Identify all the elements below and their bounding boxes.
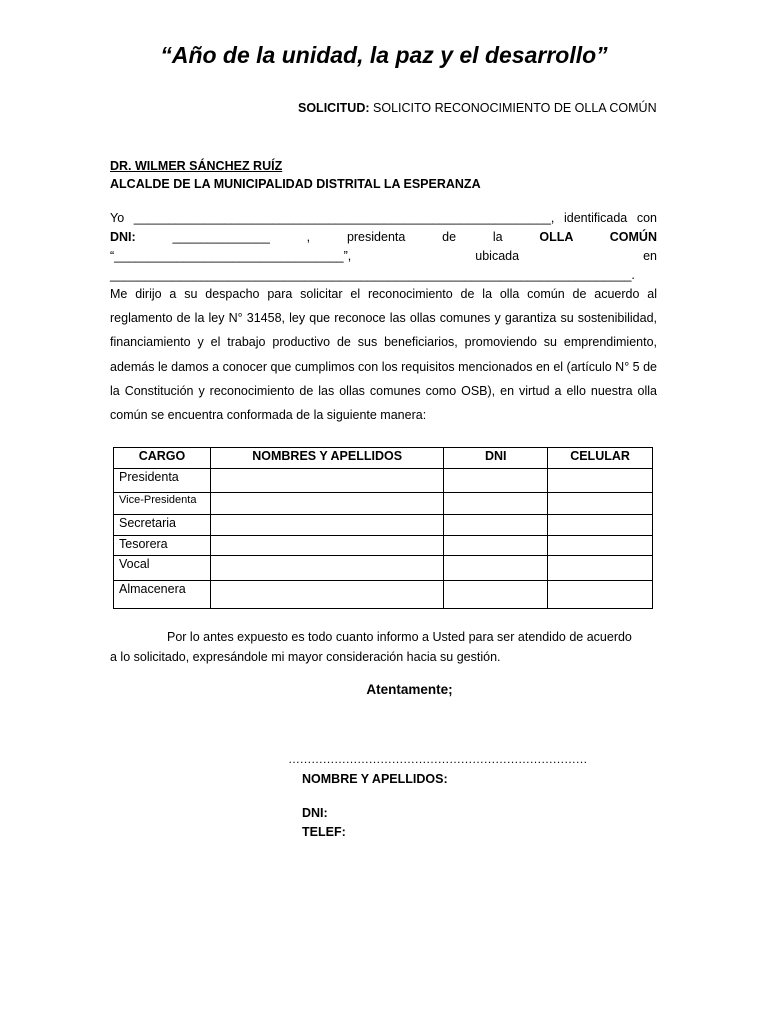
address-blank: ___________________________________________________________________________. xyxy=(110,268,635,282)
dni-cell xyxy=(444,469,548,493)
org-label: OLLA COMÚN xyxy=(539,230,657,244)
role-cell: Presidenta xyxy=(114,469,211,493)
signature-name-label: NOMBRE Y APELLIDOS: xyxy=(302,772,448,786)
closing-line-2: a lo solicitado, expresándole mi mayor consideración hacia su gestión. xyxy=(110,650,501,664)
dni-blank: ______________ xyxy=(172,230,270,244)
identified-text: , identificada con xyxy=(550,211,657,225)
closing-paragraph xyxy=(110,627,657,667)
header-nombres: NOMBRES Y APELLIDOS xyxy=(210,448,443,469)
name-cell xyxy=(210,469,443,493)
name-cell xyxy=(210,493,443,515)
header-cargo: CARGO xyxy=(114,448,211,469)
table-row xyxy=(114,556,653,581)
applicant-paragraph xyxy=(110,209,657,285)
phone-cell xyxy=(548,493,653,515)
name-cell xyxy=(210,581,443,609)
president-of-text: , presidenta de la xyxy=(269,230,540,244)
table-row xyxy=(114,469,653,493)
role-cell: Tesorera xyxy=(114,536,211,556)
request-paragraph: Me dirijo a su despacho para solicitar el reconocimiento de la olla común de acuerdo al reglamento de la ley N° 31458, ley que reconoce las ollas comunes y garantiza su sostenibilidad, financiamiento y el trabajo productivo de sus beneficiarios, promoviendo su emprendimiento, además le damos a conocer que cumplimos con los requisitos mencionados en el (artículo N° 5 de la Constitución y reconocimiento de las ollas comunes como OSB), en virtud a ello nuestra olla común se encuentra conformada de la siguiente manera: xyxy=(110,287,657,423)
role-cell: Secretaria xyxy=(114,515,211,536)
dni-label: DNI: xyxy=(110,230,136,244)
role-cell: Vocal xyxy=(114,556,211,581)
signature-phone-label: TELEF: xyxy=(302,825,346,839)
dni-cell xyxy=(444,493,548,515)
signature-line: …………………………………………………………………… xyxy=(288,752,587,766)
table-row xyxy=(114,493,653,515)
committee-table xyxy=(113,447,653,609)
table-row xyxy=(114,536,653,556)
role-cell: Vice-Presidenta xyxy=(114,493,211,515)
phone-cell xyxy=(548,515,653,536)
name-cell xyxy=(210,556,443,581)
phone-cell xyxy=(548,469,653,493)
signature-dni-label: DNI: xyxy=(302,806,328,820)
addressee-office: ALCALDE DE LA MUNICIPALIDAD DISTRITAL LA ESPERANZA xyxy=(110,177,481,191)
addressee-block xyxy=(110,157,481,193)
addressee-name: DR. WILMER SÁNCHEZ RUÍZ xyxy=(110,159,283,173)
org-blank: “_________________________________”, xyxy=(110,249,352,263)
located-in-text: ubicada en xyxy=(475,249,657,263)
subject-text: SOLICITO RECONOCIMIENTO DE OLLA COMÚN xyxy=(369,101,657,115)
document-motto: “Año de la unidad, la paz y el desarrollo” xyxy=(160,42,608,68)
regards-text: Atentamente; xyxy=(366,682,453,697)
subject-line xyxy=(298,101,657,115)
header-celular: CELULAR xyxy=(548,448,653,469)
table-row xyxy=(114,515,653,536)
dni-cell xyxy=(444,556,548,581)
closing-line-1: Por lo antes expuesto es todo cuanto informo a Usted para ser atendido de acuerdo xyxy=(167,630,632,644)
phone-cell xyxy=(548,581,653,609)
name-cell xyxy=(210,515,443,536)
phone-cell xyxy=(548,536,653,556)
dni-cell xyxy=(444,515,548,536)
table-header-row xyxy=(114,448,653,469)
name-cell xyxy=(210,536,443,556)
name-blank: ____________________________________________________________ xyxy=(133,211,551,225)
header-dni: DNI xyxy=(444,448,548,469)
dni-cell xyxy=(444,581,548,609)
subject-label: SOLICITUD: xyxy=(298,101,370,115)
table-row xyxy=(114,581,653,609)
dni-cell xyxy=(444,536,548,556)
role-cell: Almacenera xyxy=(114,581,211,609)
phone-cell xyxy=(548,556,653,581)
yo-text: Yo xyxy=(110,211,125,225)
